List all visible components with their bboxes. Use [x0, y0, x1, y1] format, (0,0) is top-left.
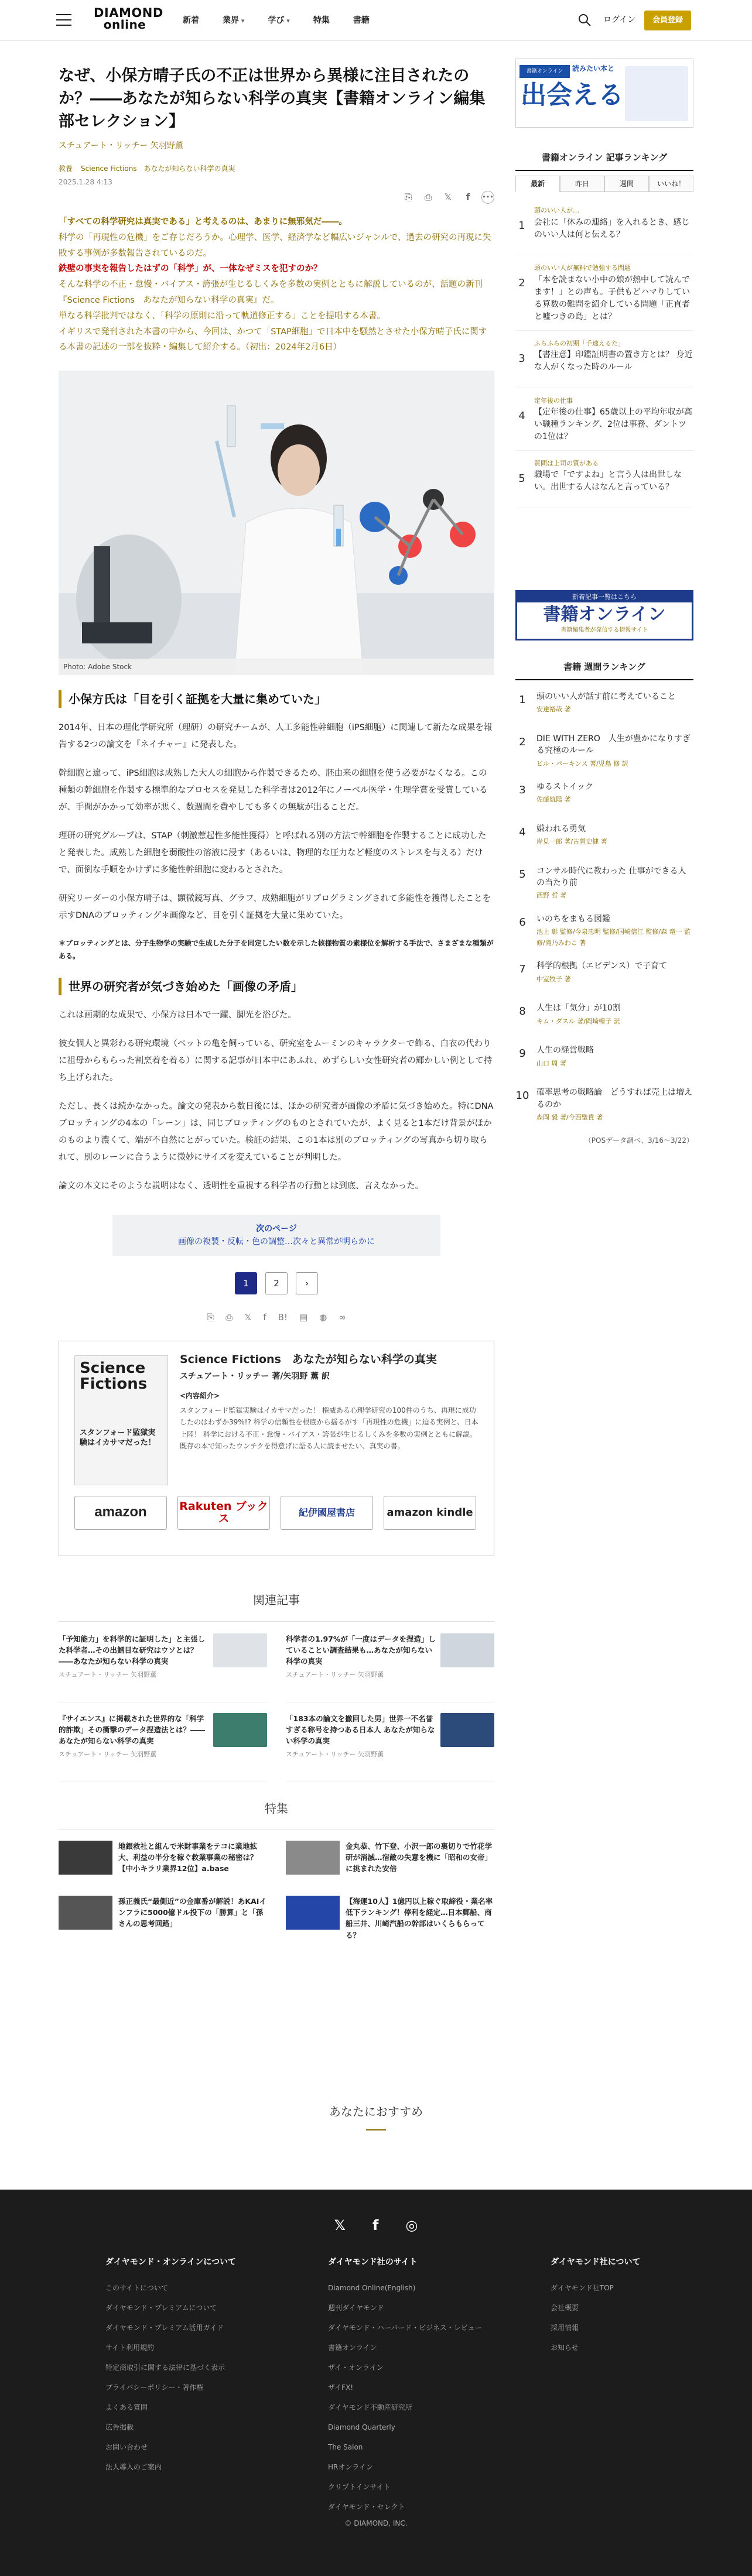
- paragraph: 2014年、日本の理化学研究所（理研）の研究チームが、人工多能性幹細胞（iPS細胞）に関連して新たな成果を報告する2つの論文を『ネイチャー』に発表した。: [59, 723, 493, 750]
- more-share-icon[interactable]: •••: [481, 191, 494, 204]
- page-2[interactable]: 2: [265, 1272, 288, 1294]
- special-heading: 特集: [59, 1799, 494, 1830]
- weekly-ranking-title: 書籍 週間ランキング: [515, 659, 693, 680]
- weekly-item[interactable]: 9 人生の経営戦略 山口 周 著: [519, 1046, 594, 1067]
- pos-note: （POSデータ調べ、3/16〜3/22）: [584, 1136, 693, 1145]
- book-authors: スチュアート・リッチー 著/矢羽野 薫 訳: [180, 1372, 330, 1382]
- book-title[interactable]: Science Fictions あなたが知らない科学の真実: [180, 1352, 437, 1366]
- related-thumbnail: [213, 1633, 267, 1667]
- article-photo: [59, 371, 494, 675]
- ranking-item[interactable]: 5 質問は上司の質がある 職場で「ですよね」と言う人は出世しない。出世する人はなんと言っている？: [515, 451, 693, 508]
- print-icon[interactable]: ⎙: [424, 191, 432, 203]
- book-content-label: <内容紹介>: [180, 1391, 220, 1400]
- book-cover-sub: スタンフォード監獄実験はイカサマだった！: [80, 1429, 156, 1447]
- related-item[interactable]: 科学者の1.97%が「一度はデータを捏造」していることい調査結果も…あなたが知らない科学の真実 スチュアート・リッチー 矢羽野薫: [286, 1633, 494, 1703]
- ranking-list: [515, 198, 693, 508]
- hatena-icon[interactable]: B!: [278, 1312, 288, 1323]
- category-link[interactable]: Science Fictions あなたが知らない科学の真実: [81, 164, 235, 173]
- special-item[interactable]: 【海運10人】1億円以上稼ぐ取締役・業名率低下ランキング！停利を経定…日本郵船、商船三井、川崎汽船の幹部はいくらもらってる？: [286, 1896, 494, 1943]
- paragraph: 研究リーダーの小保方晴子は、顕微鏡写真、グラフ、成熟細胞がリプログラミングされて多能性を獲得したことを示すDNAのブロッティング＊画像など、目を引く証拠を大量に集めていた。: [59, 894, 491, 921]
- print-icon[interactable]: ⎙: [225, 1312, 233, 1323]
- related-item[interactable]: 『サイエンス』に掲載された世界的な「科学的詐欺」その衝撃のデータ捏造法とは？――あなたが知らない科学の真実 スチュアート・リッチー 矢羽野薫: [59, 1713, 267, 1782]
- pagination: [59, 1272, 494, 1294]
- article-body: [59, 1007, 494, 1195]
- banner-big-text: 出会える: [521, 80, 624, 110]
- banner-sub-text: 書籍編集者が発信する情報サイト: [560, 626, 648, 633]
- site-header: [0, 0, 752, 41]
- special-item[interactable]: 孫正義氏“最側近”の金庫番が解説！あKAIインフラに5000億ドル投下の「勝算」と「孫さんの思考回路」: [59, 1896, 267, 1943]
- paragraph: 理研の研究グループは、STAP（刺激惹起性多能性獲得）と呼ばれる別の方法で幹細胞を作製することに成功したと発表した。成熟した細胞を弱酸性の溶液に浸す（あるいは、物理的な圧力など軽度のストレスを与える）だけで、面倒な手順をかけずに多能性幹細胞に変わるとされた。: [59, 831, 487, 875]
- nav-books[interactable]: 書籍: [353, 16, 370, 25]
- footer-link[interactable]: ダイヤモンド・プレミアム活用ガイド: [105, 2323, 224, 2332]
- tab-latest[interactable]: 最新: [515, 176, 560, 192]
- paragraph: 論文の本文にそのような説明はなく、透明性を重視する科学者の行動とは到底、言えなかった。: [59, 1181, 424, 1191]
- nav-learning[interactable]: 学び ▾: [268, 14, 289, 28]
- footnote: ＊ブロッティングとは、分子生物学の実験で生成した分子を同定したい数を示した核様物質の素様位を解析する手法で、さまざまな種類がある。: [59, 939, 494, 960]
- article-body: [59, 720, 494, 924]
- footer-link[interactable]: ザイ・オンライン: [328, 2363, 384, 2372]
- article-title: なぜ、小保方晴子氏の不正は世界から異様に注目されたのか？――あなたが知らない科学の真実【書籍オンライン編集部セレクション】: [59, 67, 486, 131]
- tab-yesterday[interactable]: 昨日: [560, 176, 604, 192]
- lead-line: 単なる科学批判ではなく、「科学の原則に沿って軌道修正する」ことを提唱する本書。: [59, 311, 385, 321]
- footer-link[interactable]: 書籍オンライン: [328, 2343, 377, 2352]
- ranking-tabs: [515, 176, 693, 192]
- banner-main-text: 書籍オンライン: [543, 604, 666, 625]
- footer-link[interactable]: Diamond Online(English): [328, 2283, 416, 2292]
- clip-icon[interactable]: ⎘: [207, 1312, 214, 1323]
- footer-link[interactable]: クリプトインサイト: [328, 2482, 391, 2491]
- footer-link[interactable]: 週刊ダイヤモンド: [328, 2303, 384, 2312]
- tab-weekly[interactable]: 週間: [604, 176, 649, 192]
- next-page-title: 画像の複製・反転・色の調整…次々と異常が明らかに: [178, 1237, 375, 1247]
- lab-scene-image: [59, 371, 494, 675]
- pocket-icon[interactable]: ▤: [299, 1312, 308, 1323]
- weekly-item[interactable]: 8 人生は「気分」が10割 キム・ダスル 著/岡崎暢子 訳: [519, 1003, 621, 1025]
- footer-link[interactable]: このサイトについて: [105, 2283, 168, 2292]
- related-heading: 関連記事: [59, 1590, 494, 1622]
- weekly-item[interactable]: 5 コンサル時代に教わった 仕事ができる人の当たり前 西野 哲 著: [519, 866, 686, 900]
- next-page-arrow[interactable]: ›: [296, 1272, 318, 1294]
- footer-link[interactable]: 特定商取引に関する法律に基づく表示: [105, 2363, 225, 2372]
- facebook-share-icon[interactable]: f: [466, 191, 470, 203]
- ranking-item[interactable]: 3 ふらふらの初期「手速えるた」 【書注意】印鑑証明書の置き方とは？ 身近な人がくなった時のルール: [515, 331, 693, 388]
- link-icon[interactable]: ∞: [339, 1312, 346, 1323]
- lead-line: 科学の「再現性の危機」をご存じだろうか。心理学、医学、経済学など幅広いジャンルで、過去の研究の再現に失敗する事例が多数報告されているのだ。: [59, 232, 491, 258]
- footer-link[interactable]: ダイヤモンド社TOP: [551, 2283, 614, 2292]
- weekly-item[interactable]: 2 DIE WITH ZERO 人生が豊かになりすぎる究極のルール ビル・パーキンス 著/児島 修 訳: [519, 734, 691, 768]
- site-footer: [0, 2190, 752, 2576]
- copyright: © DIAMOND, INC.: [344, 2519, 408, 2527]
- footer-link[interactable]: HRオンライン: [328, 2462, 374, 2471]
- search-icon[interactable]: [577, 13, 592, 27]
- buy-links: [74, 1496, 476, 1530]
- footer-link[interactable]: ダイヤモンド・ハーバード・ビジネス・レビュー: [328, 2323, 482, 2332]
- nav-special[interactable]: 特集: [313, 16, 330, 25]
- login-link[interactable]: ログイン: [603, 15, 636, 25]
- related-item[interactable]: 「予知能力」を科学的に証明した」と主張した科学者…その出鱈目な研究はウソとは？――あなたが知らない科学の真実 スチュアート・リッチー 矢羽野薫: [59, 1633, 267, 1703]
- paragraph: 幹細胞と違って、iPS細胞は成熟した大人の細胞から作製できるため、胚由来の細胞を使う必要がなくなる。この種類の幹細胞を作製する標準的なプロセスを発見した科学者は2012年にノーベル医学・生理学賞を受賞しているが、手間がかかって効率が悪く、数週間を費やしても多くの無駄が出ることだ。: [59, 769, 488, 813]
- related-thumbnail: [440, 1633, 494, 1667]
- article-categories: [59, 163, 494, 175]
- book-online-banner[interactable]: [515, 590, 693, 640]
- related-thumbnail: [440, 1713, 494, 1747]
- footer-link[interactable]: 法人導入のご案内: [105, 2462, 162, 2471]
- clip-icon[interactable]: ⎘: [404, 191, 412, 203]
- footer-link[interactable]: よくある質問: [105, 2403, 148, 2411]
- footer-link[interactable]: The Salon: [328, 2443, 363, 2451]
- nav-industry[interactable]: 業界 ▾: [223, 14, 244, 28]
- site-logo[interactable]: DIAMOND online: [94, 6, 163, 32]
- footer-link[interactable]: ダイヤモンド・プレミアムについて: [105, 2303, 217, 2312]
- lead-line: 「すべての科学研究は真実である」と考えるのは、あまりに無邪気だ――。: [59, 217, 347, 227]
- footer-link[interactable]: Diamond Quarterly: [328, 2423, 395, 2431]
- weekly-ranking-list: [515, 685, 693, 1129]
- footer-col-about: ダイヤモンド・オンラインについて このサイトについて ダイヤモンド・プレミアムについて ダイヤモンド・プレミアム活用ガイド サイト利用規約 特定商取引に関する法律に基づく表示 プライバシーポリシー・著作権 よくある質問 広告掲載 お問い合わせ 法人導入のご案内: [105, 2255, 269, 2517]
- x-share-icon[interactable]: 𝕏: [244, 1312, 252, 1323]
- special-thumbnail: [59, 1896, 112, 1930]
- footer-link[interactable]: ザイFX!: [328, 2383, 354, 2392]
- weekly-item[interactable]: 6 いのちをまもる図鑑 池上 彰 監修/今泉忠明 監修/国崎信江 監修/森 竜一 監修/滝乃みわこ 著: [519, 914, 691, 947]
- footer-col-sites: ダイヤモンド社のサイト Diamond Online(English) 週刊ダイヤモンド ダイヤモンド・ハーバード・ビジネス・レビュー 書籍オンライン ザイ・オンライン ザイFX! ダイヤモンド不動産研究所 Diamond Quarterly The Salon HRオンライン クリプトインサイト ダイヤモンド・セレクト: [328, 2255, 492, 2517]
- instagram-icon[interactable]: ◎: [405, 2217, 418, 2234]
- ranking-title: 書籍オンライン 記事ランキング: [515, 150, 693, 171]
- footer-link[interactable]: サイト利用規約: [105, 2343, 155, 2352]
- special-thumbnail: [59, 1841, 112, 1875]
- share-bar: [402, 191, 494, 204]
- weekly-item[interactable]: 1 頭のいい人が話す前に考えていること 安達裕哉 著: [519, 692, 676, 714]
- photo-credit: Photo: Adobe Stock: [59, 659, 494, 675]
- footer-link[interactable]: ダイヤモンド・セレクト: [328, 2502, 405, 2511]
- lead-line: そんな科学の不正・怠慢・バイアス・誇張が生じるしくみを多数の実例とともに解説しているのが、話題の新刊『Science Fictions あなたが知らない科学の真実』だ。: [59, 280, 483, 305]
- recommend-heading: あなたにおすすめ: [0, 2102, 752, 2130]
- next-page-link[interactable]: [112, 1215, 440, 1256]
- section-heading: 世界の研究者が気づき始めた「画像の矛盾」: [59, 978, 494, 995]
- related-articles: [59, 1633, 494, 1793]
- weekly-item[interactable]: 4 嫌われる勇気 岸見一郎 著/古賀史健 著: [519, 824, 607, 846]
- footer-col-company: ダイヤモンド社について ダイヤモンド社TOP 会社概要 採用情報 お知らせ: [551, 2255, 644, 2517]
- lead-line: イギリスで発刊された本書の中から、今回は、かつて「STAP細胞」で日本中を騒然とさせた小保方晴子氏に関する本書の記述の一部を抜粋・編集して紹介する。（初出：2024年2月6日）: [59, 327, 487, 352]
- page-1[interactable]: 1: [235, 1272, 257, 1294]
- section-heading: 小保方氏は「目を引く証拠を大量に集めていた」: [59, 690, 494, 708]
- menu-icon[interactable]: [56, 14, 71, 26]
- footer-social: [0, 2213, 752, 2238]
- paragraph: 彼女個人と異彩わる研究環境（ペットの亀を飼っている、研究室をムーミンのキャラクターで飾る、白衣の代わりに祖母からもらった割烹着を着る）に関する記事が日本中にあふれ、めずらしい女性研究者の輝かしい例として持ち上げられた。: [59, 1039, 493, 1083]
- book-banner[interactable]: 書籍オンライン 読みたい本と 出会える: [515, 59, 693, 128]
- paragraph: これは画期的な成果で、小保方は日本で一躍、脚光を浴びた。: [59, 1010, 296, 1020]
- lead-line: 鉄壁の事実を報告したはずの「科学」が、一体なぜミスを犯すのか？: [59, 264, 322, 274]
- book-cover[interactable]: [74, 1355, 168, 1485]
- article-date: 2025.1.28 4:13: [59, 177, 112, 186]
- book-description: スタンフォード監獄実験はイカサマだった！ 権威ある心理学研究の100件のうち、再現に成功したのはわずか39%!? 科学の信頼性を根底から揺るがす「再現性の危機」に迫る実例と、日本上陸！ 科学における不正・怠慢・バイアス・誇張が生じるしくみを多数の実例とともに解説。既存の本で知ったウンチクを得意げに語る人に読ませたい、真実の書。: [180, 1406, 478, 1450]
- special-articles: [59, 1841, 494, 1951]
- weekly-item[interactable]: 10 確率思考の戦略論 どうすれば売上は増えるのか 森岡 毅 著/今西聖貴 著: [515, 1088, 692, 1122]
- banner-small-text: 読みたい本と: [572, 64, 615, 73]
- rakuten-button[interactable]: Rakuten ブックス: [177, 1496, 270, 1530]
- ranking-item[interactable]: 1 頭のいい人が… 会社に「休みの連絡」を入れるとき、感じのいい人は何と伝える？: [515, 198, 693, 255]
- article: [59, 64, 494, 1951]
- footer-link[interactable]: ダイヤモンド不動産研究所: [328, 2403, 412, 2411]
- sidebar: [515, 59, 693, 1147]
- footer-link[interactable]: 採用情報: [551, 2323, 579, 2332]
- facebook-icon[interactable]: f: [372, 2217, 379, 2234]
- footer-link[interactable]: 広告掲載: [105, 2423, 134, 2431]
- global-nav: [183, 14, 370, 28]
- amazon-button[interactable]: amazon: [74, 1496, 167, 1530]
- paragraph: ただし、長くは続かなかった。論文の発表から数日後には、ほかの研究者が画像の矛盾に気づき始めた。特にDNAブロッティングの4本の「レーン」は、同じブロッティングのものとされていたが、よく見ると1本だけ背景がほかのものより濃くて、端が不自然にとがっていた。検証の結果、この1本は別のブロッティングの写真から切り取られて、別のレーンに合うように微妙にサイズを変えていることが判明した。: [59, 1102, 494, 1163]
- footer-columns: [105, 2255, 644, 2517]
- share-bar-bottom: [59, 1310, 494, 1325]
- footer-link[interactable]: お問い合わせ: [105, 2443, 148, 2451]
- banner-top-text: 新着記事一覧はこちら: [517, 592, 692, 602]
- weekly-item[interactable]: 3 ゆるストイック 佐藤航陽 著: [519, 782, 594, 804]
- ranking-item[interactable]: 4 定年後の仕事 【定年後の仕事】65歳以上の平均年収が高い職種ランキング、2位は事務、ダントツの1位は？: [515, 388, 693, 451]
- article-author[interactable]: スチュアート・リッチー 矢羽野薫: [59, 141, 183, 151]
- special-thumbnail: [286, 1841, 340, 1875]
- book-info-box: [59, 1341, 494, 1556]
- nav-new[interactable]: 新着: [183, 16, 199, 25]
- special-thumbnail: [286, 1896, 340, 1930]
- special-item[interactable]: 地銀救社と組んで米財事業をテコに業地拡大、利益の半分を稼ぐ救業事業の秘密は？【中小キラリ業界12位】a.base: [59, 1841, 267, 1888]
- book-details: [180, 1352, 478, 1453]
- weekly-item[interactable]: 7 科学的根拠（エビデンス）で子育て 中室牧子 著: [519, 961, 668, 983]
- related-item[interactable]: 「183本の論文を撤回した男」世界一不名誉すぎる称号を持つある日本人 あなたが知らない科学の真実 スチュアート・リッチー 矢羽野薫: [286, 1713, 494, 1782]
- category-link[interactable]: 教養: [59, 164, 73, 173]
- kinokuniya-button[interactable]: 紀伊國屋書店: [281, 1496, 373, 1530]
- footer-link[interactable]: お知らせ: [551, 2343, 579, 2352]
- footer-link[interactable]: プライバシーポリシー・著作権: [105, 2383, 204, 2392]
- kindle-button[interactable]: amazon kindle: [384, 1496, 476, 1530]
- footer-link[interactable]: 会社概要: [551, 2303, 579, 2312]
- related-thumbnail: [213, 1713, 267, 1747]
- x-share-icon[interactable]: 𝕏: [444, 191, 452, 203]
- next-page-label: 次のページ: [256, 1224, 297, 1234]
- special-item[interactable]: 金丸恭、竹下登、小沢一郎の裏切りで竹花学研が消滅…宿敵の失意を機に「昭和の女帝」に挑まれた安倍: [286, 1841, 494, 1888]
- tab-likes[interactable]: いいね！: [649, 176, 693, 192]
- book-cover-title: Science Fictions: [80, 1359, 148, 1393]
- x-icon[interactable]: 𝕏: [334, 2217, 346, 2234]
- ranking-item[interactable]: 2 頭のいい人が無料で勉強する問題 「本を読まない小中の娘が熱中して読んでます！」との声も。子供もどハマりしている算数の難問を紹介している問題「正直者と嘘つきの島」とは？: [515, 255, 693, 330]
- line-icon[interactable]: ◍: [319, 1312, 327, 1323]
- article-lead: [59, 214, 494, 355]
- register-button[interactable]: 会員登録: [644, 11, 691, 30]
- facebook-share-icon[interactable]: f: [263, 1312, 266, 1323]
